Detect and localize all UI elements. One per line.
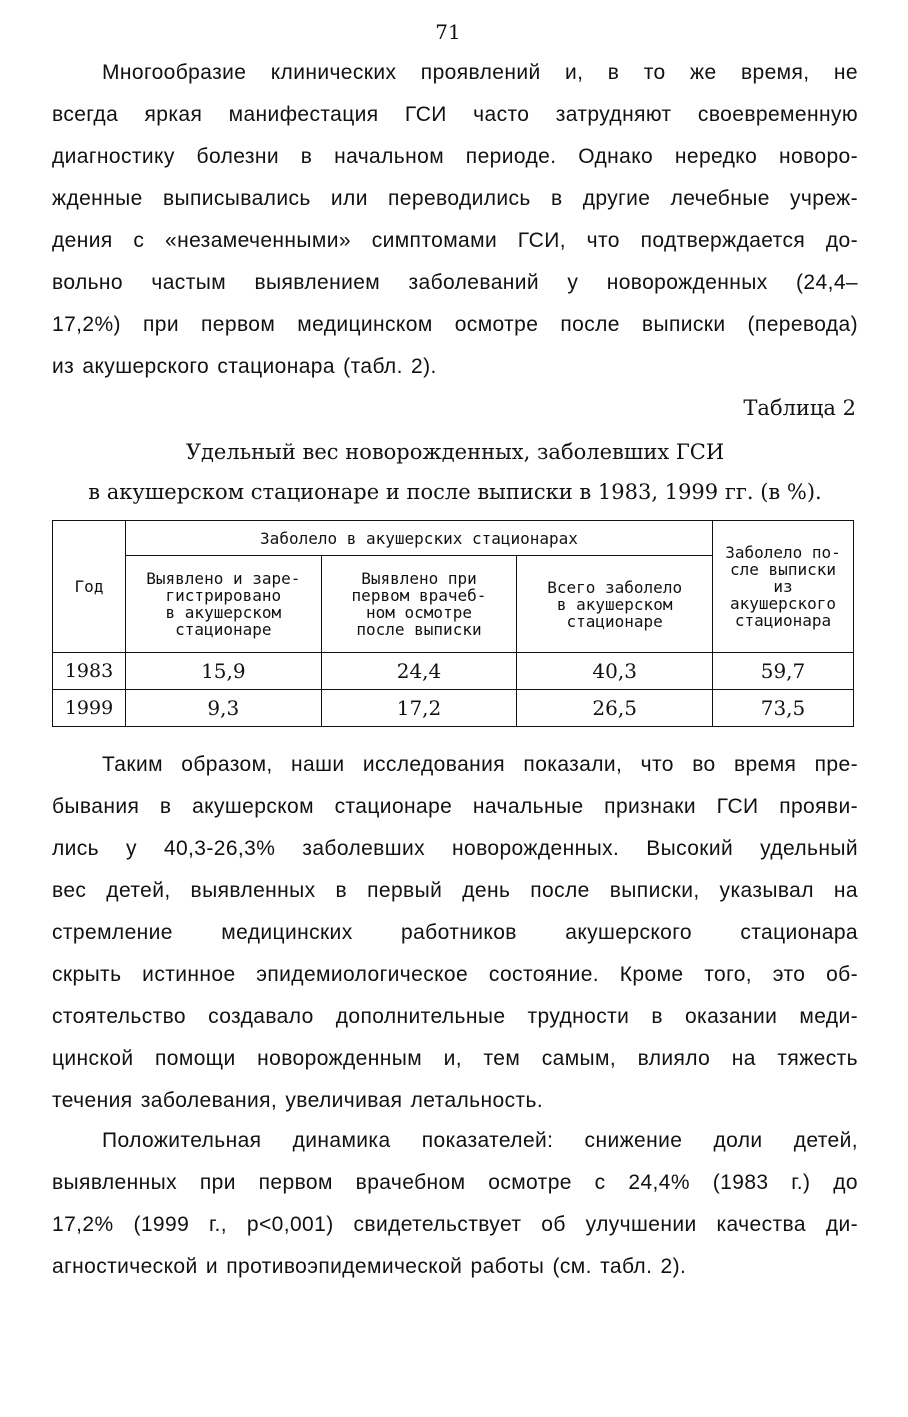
paragraph-conclusion bbox=[52, 1120, 858, 1288]
header-text-line: в акушерском bbox=[165, 603, 282, 622]
header-year: Год bbox=[53, 521, 126, 653]
text-line: Положительная динамика показателей: снижение доли детей, bbox=[102, 1129, 858, 1152]
text-line: дения с «незамеченными» симптомами ГСИ, что подтверждается до- bbox=[52, 229, 858, 252]
header-text-line: гистрировано bbox=[165, 586, 282, 605]
text-line: стоятельство создавало дополнительные трудности в оказании меди- bbox=[52, 1005, 858, 1028]
cell-after-discharge: 73,5 bbox=[713, 690, 854, 727]
table-title bbox=[52, 432, 858, 512]
text-line: агностической и противоэпидемической работы (см. табл. 2). bbox=[52, 1255, 687, 1278]
header-total-in-hospital bbox=[517, 556, 713, 653]
page-number: 71 bbox=[435, 20, 461, 44]
text-line: 17,2% (1999 г., р<0,001) свидетельствует об улучшении качества ди- bbox=[52, 1213, 858, 1236]
header-text-line: Выявлено и заре- bbox=[146, 569, 301, 588]
text-line: вольно частым выявлением заболеваний у новорожденных (24,4– bbox=[52, 271, 858, 294]
paragraph-findings bbox=[52, 744, 858, 1122]
header-text-line: акушерского bbox=[730, 594, 836, 613]
table-title-line: Удельный вес новорожденных, заболевших ГСИ bbox=[185, 440, 725, 464]
header-first-exam-after-discharge bbox=[321, 556, 517, 653]
header-text-line: первом врачеб- bbox=[351, 586, 487, 605]
header-text-line: Выявлено при bbox=[361, 569, 477, 588]
header-text-line: Всего заболело bbox=[547, 577, 683, 597]
text-line: всегда яркая манифестация ГСИ часто затрудняют своевременную bbox=[52, 103, 858, 126]
cell-registered: 15,9 bbox=[126, 653, 322, 690]
cell-first-exam: 24,4 bbox=[321, 653, 517, 690]
text-line: вес детей, выявленных в первый день после выписки, указывал на bbox=[52, 879, 858, 902]
header-text-line: стационаре bbox=[175, 620, 272, 639]
header-text-line: сле выписки bbox=[730, 560, 836, 579]
text-line: стремление медицинских работников акушерского стационара bbox=[52, 921, 858, 944]
paragraph-intro bbox=[52, 52, 858, 388]
header-text-line: Заболело по- bbox=[725, 543, 841, 562]
cell-total: 40,3 bbox=[517, 653, 713, 690]
header-group-obstetric: Заболело в акушерских стационарах bbox=[126, 521, 713, 556]
text-line: течения заболевания, увеличивая летальность. bbox=[52, 1089, 544, 1112]
text-line: Многообразие клинических проявлений и, в то же время, не bbox=[102, 61, 858, 84]
cell-total: 26,5 bbox=[517, 690, 713, 727]
statistics-table bbox=[52, 520, 854, 727]
text-line: выявленных при первом врачебном осмотре с 24,4% (1983 г.) до bbox=[52, 1171, 858, 1194]
table-title-line: в акушерском стационаре и после выписки в 1983, 1999 гг. (в %). bbox=[88, 480, 822, 504]
text-line: бывания в акушерском стационаре начальные признаки ГСИ прояви- bbox=[52, 795, 858, 818]
text-line: жденные выписывались или переводились в другие лечебные учреж- bbox=[52, 187, 858, 210]
cell-year: 1999 bbox=[53, 690, 126, 727]
table-number: Таблица 2 bbox=[743, 396, 856, 420]
text-line: лись у 40,3-26,3% заболевших новорожденных. Высокий удельный bbox=[52, 837, 858, 860]
text-line: Таким образом, наши исследования показали, что во время пре- bbox=[102, 753, 858, 776]
cell-first-exam: 17,2 bbox=[321, 690, 517, 727]
cell-year: 1983 bbox=[53, 653, 126, 690]
text-line: диагностику болезни в начальном периоде. Однако нередко новоро- bbox=[52, 145, 858, 168]
header-text-line: стационара bbox=[734, 611, 832, 630]
text-line: из акушерского стационара (табл. 2). bbox=[52, 355, 437, 378]
table-row bbox=[53, 653, 854, 690]
header-text-line: из bbox=[773, 577, 793, 596]
header-text-line: после выписки bbox=[356, 620, 482, 639]
header-text-line: стационаре bbox=[566, 611, 663, 631]
text-line: скрыть истинное эпидемиологическое состояние. Кроме того, это об- bbox=[52, 963, 858, 986]
text-line: 17,2%) при первом медицинском осмотре после выписки (перевода) bbox=[52, 313, 858, 336]
header-text-line: в акушерском bbox=[556, 594, 673, 614]
cell-after-discharge: 59,7 bbox=[713, 653, 854, 690]
header-text-line: ном осмотре bbox=[366, 603, 472, 622]
cell-registered: 9,3 bbox=[126, 690, 322, 727]
text-line: цинской помощи новорожденным и, тем самым, влияло на тяжесть bbox=[52, 1047, 858, 1070]
table-row bbox=[53, 690, 854, 727]
header-registered-in-hospital bbox=[126, 556, 322, 653]
header-after-discharge bbox=[713, 521, 854, 653]
